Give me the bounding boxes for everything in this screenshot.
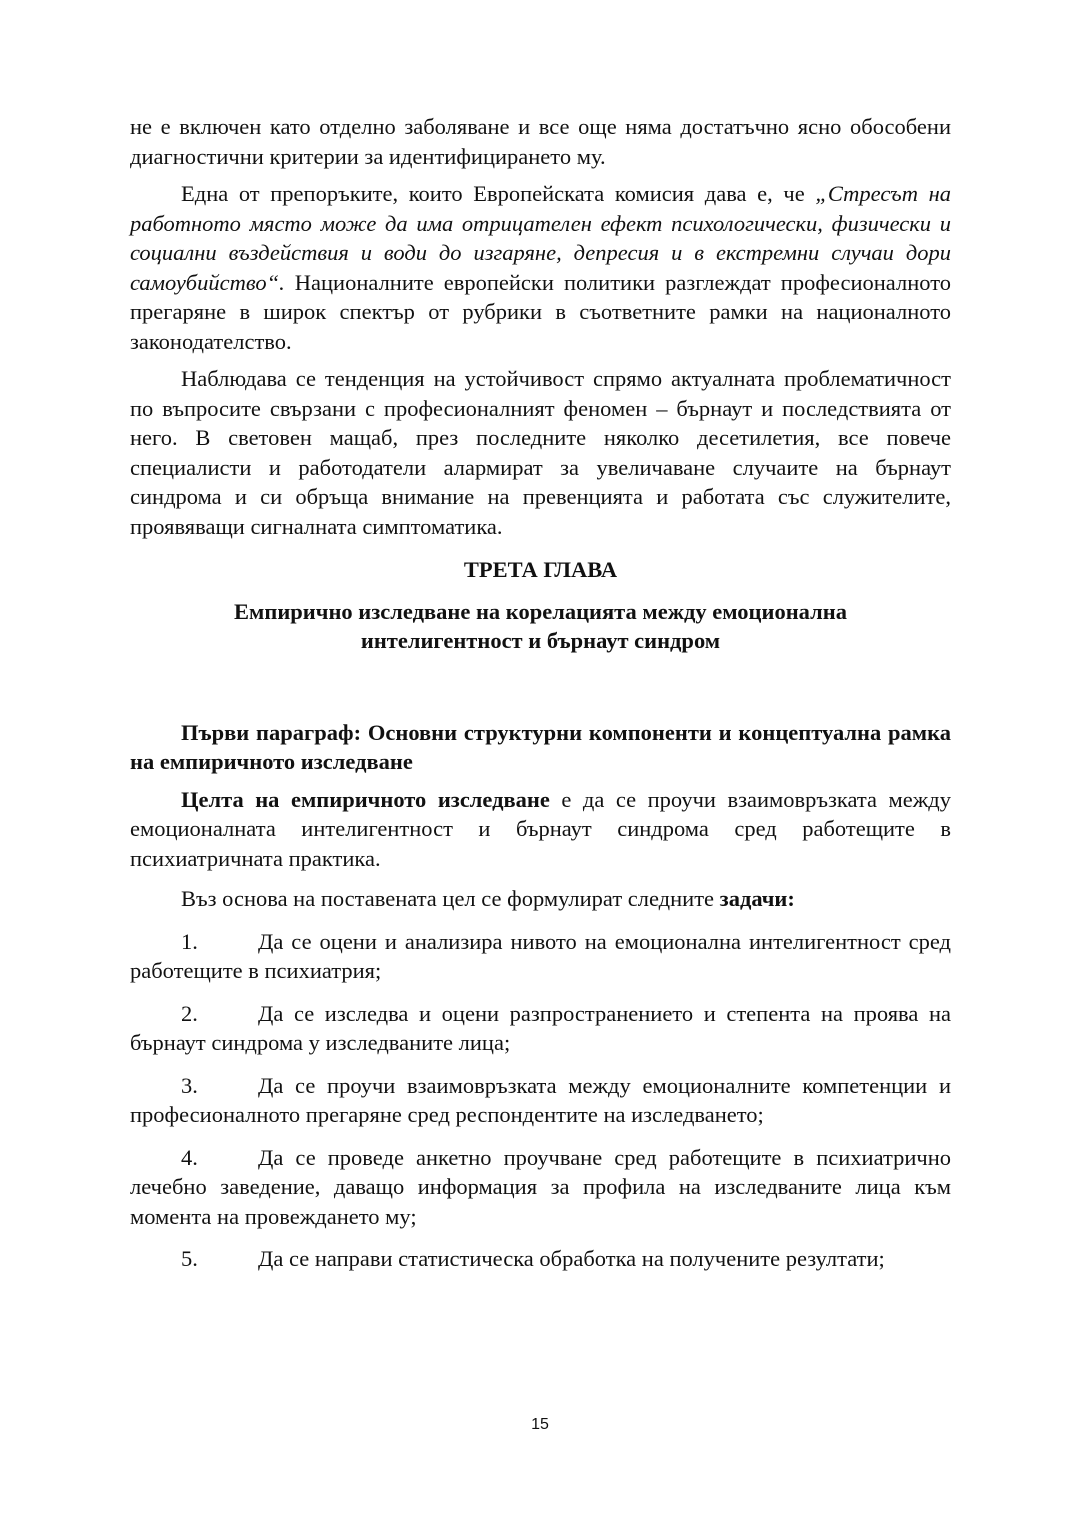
task-number: 1.	[181, 928, 198, 954]
task-number: 4.	[181, 1144, 198, 1170]
task-text: Да се оцени и анализира нивото на емоционална интелигентност сред работещите в психиатрия;	[130, 928, 951, 983]
task-number: 2.	[181, 1000, 198, 1026]
tasks-intro-text: Въз основа на поставената цел се формулират следните	[181, 886, 720, 911]
page-number: 15	[531, 1416, 549, 1433]
task-item-3	[130, 1071, 951, 1130]
task-number: 5.	[181, 1246, 198, 1271]
task-item-2	[130, 999, 951, 1058]
goal-bold: Целта на емпиричното изследване	[181, 786, 550, 812]
task-text: Да се проведе анкетно проучване сред работещите в психиатрично лечебно заведение, даващо информация за профила на изследваните лица към момента на провеждането му;	[130, 1144, 951, 1229]
paragraph-3: Наблюдава се тенденция на устойчивост спрямо актуалната проблематичност по въпросите свързани с професионалният феномен – бърнаут и последствията от него. В световен мащаб, през последните няколко десетилетия, все повече специалисти и работодатели алармират за увеличаване случаите на бърнаут синдрома и си обръща внимание на превенцията и работата със служителите, проявяващи сигналната симптоматика.	[130, 366, 951, 539]
tasks-intro-bold: задачи:	[719, 886, 795, 911]
chapter-subtitle: Емпирично изследване на корелацията между емоционална интелигентност и бърнаут синдром	[234, 598, 847, 653]
paragraph-1: не е включен като отделно заболяване и все още няма достатъчно ясно обособени диагностични критерии за идентифицирането му.	[130, 114, 951, 169]
goal-paragraph	[130, 785, 951, 874]
task-text: Да се изследва и оцени разпространението и степента на проява на бърнаут синдрома у изследваните лица;	[130, 1000, 951, 1055]
task-number: 3.	[181, 1072, 198, 1098]
tasks-intro	[130, 884, 951, 914]
task-item-4	[130, 1143, 951, 1232]
task-text: Да се направи статистическа обработка на получените резултати;	[258, 1246, 885, 1271]
chapter-title: ТРЕТА ГЛАВА	[463, 557, 618, 582]
paragraph-2-intro: Една от препоръките, които Европейската комисия дава е, че	[181, 181, 816, 206]
task-item-5	[130, 1244, 951, 1274]
task-item-1	[130, 927, 951, 986]
paragraph-2-rest: Националните европейски политики разглеждат професионалното прегаряне в широк спектър от рубрики в съответните рамки на националното законодателство.	[130, 269, 951, 354]
section-heading: Първи параграф: Основни структурни компоненти и концептуална рамка на емпиричното изследване	[130, 719, 951, 774]
document-page	[130, 112, 951, 1274]
paragraph-2	[130, 179, 951, 356]
paragraph-2-quote: „Стресът на работното място може да има отрицателен ефект психологически, физически и социални въздействия и води до изгаряне, депресия и в екстремни случаи дори самоубийство“.	[130, 181, 951, 295]
goal-rest: е да се проучи взаимовръзката между емоционалната интелигентност и бърнаут синдрома сред работещите в психиатричната практика.	[130, 786, 951, 871]
task-text: Да се проучи взаимовръзката между емоционалните компетенции и професионалното прегаряне сред респондентите на изследването;	[130, 1072, 951, 1127]
